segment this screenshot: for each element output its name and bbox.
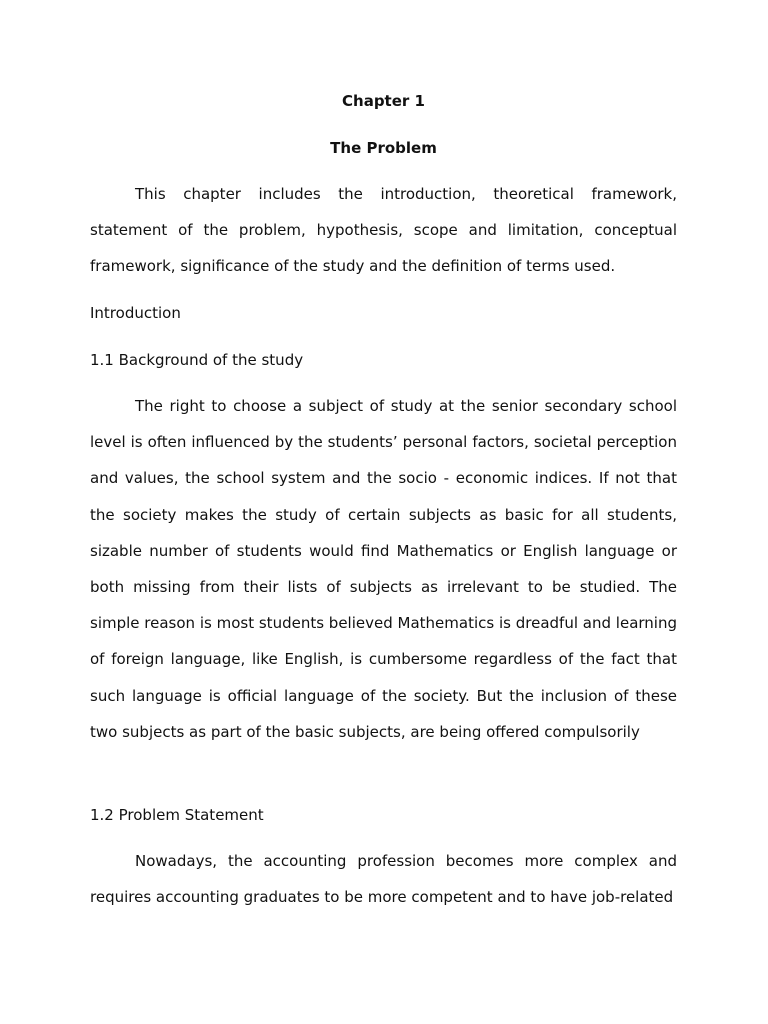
section-heading-introduction: Introduction (90, 304, 181, 322)
problem-paragraph (90, 843, 677, 915)
problem-paragraph-text: Nowadays, the accounting profession becomes more complex and requires accounting graduates to be more competent and to have job-related (90, 852, 677, 907)
section-heading-problem-statement: 1.2 Problem Statement (90, 806, 264, 824)
chapter-subtitle: The Problem (330, 139, 437, 157)
intro-paragraph-text: This chapter includes the introduction, theoretical framework, statement of the problem, hypothesis, scope and limitation, conceptual framework, significance of the study and the definition of terms used. (90, 185, 677, 276)
section-heading-background: 1.1 Background of the study (90, 351, 304, 369)
intro-paragraph (90, 176, 677, 285)
background-paragraph-text: The right to choose a subject of study at the senior secondary school level is often influenced by the students’ personal factors, societal perception and values, the school system and the socio - economic indices. If not that the society makes the study of certain subjects as basic for all students, sizable number of students would find Mathematics or English language or both missing from their lists of subjects as irrelevant to be studied. The simple reason is most students believed Mathematics is dreadful and learning of foreign language, like English, is cumbersome regardless of the fact that such language is official language of the society. But the inclusion of these two subjects as part of the basic subjects, are being offered compulsorily (90, 397, 677, 741)
background-paragraph (90, 388, 677, 750)
chapter-title: Chapter 1 (342, 92, 425, 110)
